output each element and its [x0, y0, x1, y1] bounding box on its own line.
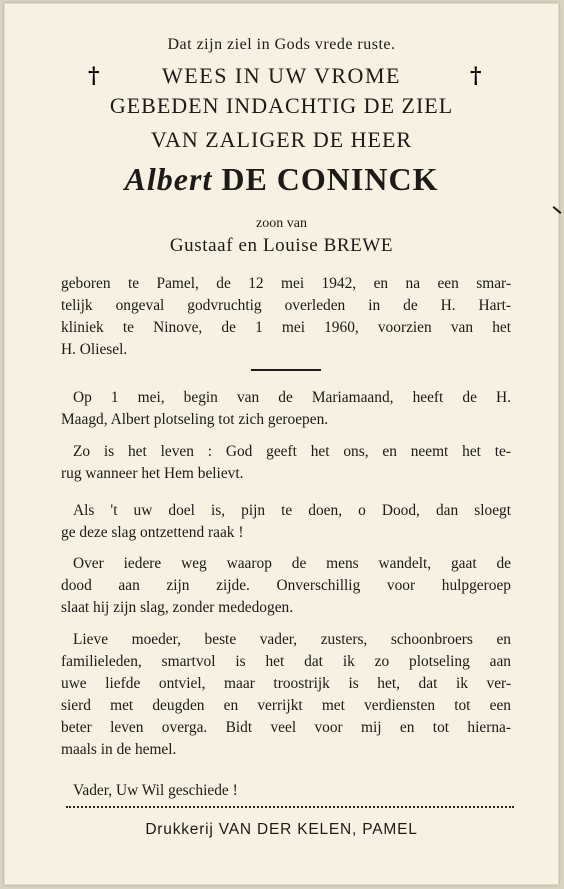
text-line: sierd met deugden en verrijkt met verdiensten tot een — [61, 697, 511, 714]
text-line: Maagd, Albert plotseling tot zich geroepen. — [61, 411, 329, 428]
paragraph-5 — [61, 629, 511, 761]
text-line: beter leven overga. Bidt veel voor mij en tot hierna- — [61, 719, 511, 736]
text-line: Lieve moeder, beste vader, zusters, schoonbroers en — [73, 631, 511, 648]
text-line: Als 't uw doel is, pijn te doen, o Dood, dan sloegt — [73, 502, 511, 519]
printer-credit: Drukkerij VAN DER KELEN, PAMEL — [145, 821, 418, 838]
motto: Dat zijn ziel in Gods vrede ruste. — [167, 36, 396, 53]
paragraph-4 — [61, 553, 511, 619]
deceased-name — [4, 161, 559, 198]
text-line: maals in de hemel. — [61, 741, 177, 758]
heading-line-2: GEBEDEN INDACHTIG DE ZIEL — [109, 93, 454, 118]
last-name: DE CONINCK — [221, 161, 439, 197]
bio-line: telijk ongeval godvruchtig overleden in de H. Hart- — [61, 297, 511, 314]
edge-mark — [553, 206, 562, 214]
text-line: Vader, Uw Wil geschiede ! — [73, 782, 238, 799]
text-line: Zo is het leven : God geeft het ons, en neemt het te- — [73, 443, 511, 460]
heading-line-1: WEES IN UW VROME — [162, 63, 401, 88]
parents-names: Gustaaf en Louise BREWE — [169, 235, 394, 256]
text-line: slaat hij zijn slag, zonder mededogen. — [61, 599, 294, 616]
text-line: Op 1 mei, begin van de Mariamaand, heeft de H. — [73, 389, 511, 406]
bio-line: geboren te Pamel, de 12 mei 1942, en na een smar- — [61, 275, 511, 292]
cross-right-icon: † — [470, 63, 482, 89]
text-line: familieleden, smartvol is het dat ik zo plotseling aan — [61, 653, 511, 670]
dotted-divider — [66, 806, 514, 808]
text-line: Over iedere weg waarop de mens wandelt, gaat de — [73, 555, 511, 572]
bio-line: H. Oliesel. — [61, 341, 128, 358]
text-line: rug wanneer het Hem believt. — [61, 465, 244, 482]
biography — [61, 273, 511, 361]
bio-line: kliniek te Ninove, de 1 mei 1960, voorzien van het — [61, 319, 511, 336]
paragraph-3 — [61, 500, 511, 544]
son-of-label: zoon van — [256, 216, 307, 231]
paragraph-1 — [61, 387, 511, 431]
paragraph-6 — [61, 780, 511, 802]
first-name: Albert — [124, 161, 213, 197]
text-line: ge deze slag ontzettend raak ! — [61, 524, 244, 541]
cross-left-icon: † — [88, 63, 100, 89]
memorial-card — [4, 3, 559, 885]
separator-line — [251, 369, 321, 371]
heading-line-3: VAN ZALIGER DE HEER — [150, 127, 413, 152]
text-line: uwe liefde ontviel, maar troostrijk is het, dat ik ver- — [61, 675, 511, 692]
text-line: dood aan zijn zijde. Onverschillig voor hulpgeroep — [61, 577, 511, 594]
paragraph-2 — [61, 441, 511, 485]
